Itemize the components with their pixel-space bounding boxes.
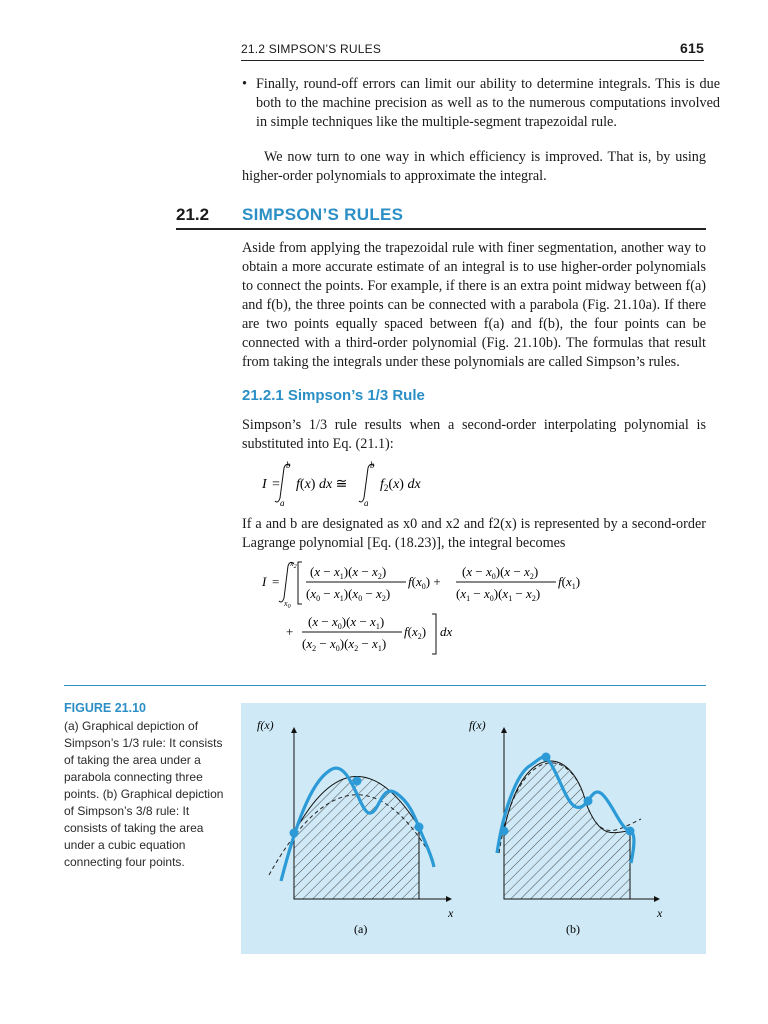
svg-text:x2: $x_2$ (290, 559, 297, 570)
svg-text:dx: dx (440, 624, 453, 639)
sublabel-b: (b) (566, 922, 580, 936)
svg-text:a: a (280, 498, 285, 508)
svg-text:+: + (286, 624, 294, 639)
section-number: 21.2 (176, 205, 210, 224)
xlabel-a: x (448, 906, 454, 920)
point-b3 (626, 827, 635, 836)
ylabel-a: f(x) (257, 718, 274, 732)
point-a2 (415, 823, 424, 832)
subsection-title: 21.2.1 Simpson’s 1/3 Rule (242, 387, 425, 404)
paragraph-one-third-rule: Simpson’s 1/3 rule results when a second-order interpolating polynomial is substituted into Eq. (21.1): (242, 417, 706, 452)
section-rule (176, 228, 706, 230)
svg-text:f(x2): $f(x_2)$ (404, 624, 427, 641)
ylabel-b: f(x) (469, 718, 486, 732)
point-b0 (500, 827, 509, 836)
point-b2 (584, 797, 593, 806)
svg-text:I: I (262, 574, 267, 589)
svg-text:f(x1): $f(x_1)$ (558, 574, 581, 591)
hatched-area-b (504, 761, 630, 899)
panel-a (257, 718, 454, 936)
header-rule (241, 60, 704, 61)
svg-text:(x2 − x0)(x2 − x1): $(x_2 - x_0)(x_2 - x_1)$ (302, 636, 387, 653)
svg-text:x0: $x_0$ (284, 599, 291, 610)
xlabel-b: x (657, 906, 663, 920)
svg-text:(x1 − x0)(x1 − x2): $(x_1 - x_0)(x_1 - x_2)$ (456, 586, 541, 603)
running-head (241, 40, 704, 58)
bullet-text: Finally, round-off errors can limit our ability to determine integrals. This is due both to the machine precision as well as to the numerous computations involved in simple techniques like the multiple-segment trapezoidal rule. (256, 76, 720, 130)
svg-text:=: = (272, 477, 280, 492)
paragraph-lagrange: If a and b are designated as x0 and x2 and f2(x) is represented by a second-order Lagrange polynomial [Eq. (18.23)], the integral becomes (242, 516, 706, 551)
figure-rule (64, 685, 706, 686)
point-a0 (290, 829, 299, 838)
svg-text:f2(x) dx: $f_2(x)$ dx (380, 477, 421, 493)
sublabel-a: (a) (354, 922, 368, 936)
svg-text:(x0 − x1)(x0 − x2): $(x_0 - x_1)(x_0 - x_2)$ (306, 586, 391, 603)
figure-caption: (a) Graphical depiction of Simpson’s 1/3 rule: It consists of taking the area under a parabola connecting three points. (b) Graphical depiction of Simpson’s 3/8 rule: It consists of taking the area under a cubic equation connecting four points. (64, 719, 224, 869)
svg-text:a: a (364, 498, 369, 508)
equation-lagrange-integral (242, 558, 706, 658)
figure-label: FIGURE 21.10 (64, 701, 146, 715)
bullet-paragraph (242, 75, 720, 132)
panel-b (469, 718, 663, 936)
bullet-marker: • (242, 76, 247, 92)
svg-text:(x − x1)(x − x2): $(x - x_1)(x - x_2)$ (310, 564, 387, 581)
running-head-section: 21.2 SIMPSON’S RULES (241, 42, 382, 56)
page-number: 615 (680, 40, 704, 56)
svg-text:f(x0) +: $f(x_0)$ + (408, 574, 441, 591)
figure-panel (241, 703, 706, 954)
section-title: SIMPSON’S RULES (242, 205, 404, 224)
svg-text:b: b (370, 460, 375, 470)
svg-text:b: b (286, 460, 291, 470)
svg-text:(x − x0)(x − x2): $(x - x_0)(x - x_2)$ (462, 564, 539, 581)
svg-text:(x − x0)(x − x1): $(x - x_0)(x - x_1)$ (308, 614, 385, 631)
point-a1 (353, 777, 362, 786)
svg-text:=: = (272, 574, 280, 589)
svg-text:I: I (262, 477, 267, 492)
point-b1 (542, 753, 551, 762)
paragraph-simpson-intro: Aside from applying the trapezoidal rule with finer segmentation, another way to obtain a more accurate estimate of an integral is to use higher-order polynomials to connect the points. For example, if there is an extra point midway between f(a) and f(b), the three points can be connected with a parabola (Fig. 21.10a). If there are two points equally spaced between f(a) and f(b), the four points can be connected with a third-order polynomial (Fig. 21.10b). The formulas that result from taking the integrals under these polynomials are called Simpson’s rules. (242, 240, 706, 370)
equation-integral-approx (242, 458, 706, 508)
svg-text:f(x) dx ≅: f(x) dx ≅ (296, 477, 348, 492)
paragraph-efficiency: We now turn to one way in which efficiency is improved. That is, by using higher-order polynomials to approximate the integral. (242, 149, 706, 184)
